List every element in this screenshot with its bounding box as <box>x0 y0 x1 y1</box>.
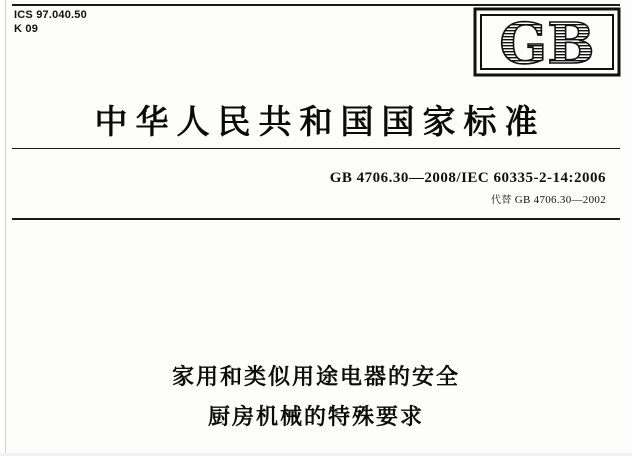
gb-emblem-icon <box>472 6 622 78</box>
ccs-classification-code: K 09 <box>14 23 39 35</box>
subject-title-line-1: 家用和类似用途电器的安全 <box>171 365 460 390</box>
replaces-label: 代替 <box>491 195 512 206</box>
svg-text:GB: GB <box>499 11 595 77</box>
ics-classification-block <box>14 8 87 36</box>
lower-divider-rule <box>12 218 620 220</box>
subject-title <box>0 358 632 438</box>
page-title: 中华人民共和国国家标准 <box>94 102 546 141</box>
subject-title-line-2: 厨房机械的特殊要求 <box>207 405 424 430</box>
standard-number: GB 4706.30—2008/IEC 60335-2-14:2006 <box>329 170 606 186</box>
replaces-note <box>491 191 606 206</box>
title-underline-rule <box>12 148 620 149</box>
replaces-standard-number: GB 4706.30—2002 <box>514 194 606 206</box>
ics-number: ICS 97.040.50 <box>14 9 87 21</box>
